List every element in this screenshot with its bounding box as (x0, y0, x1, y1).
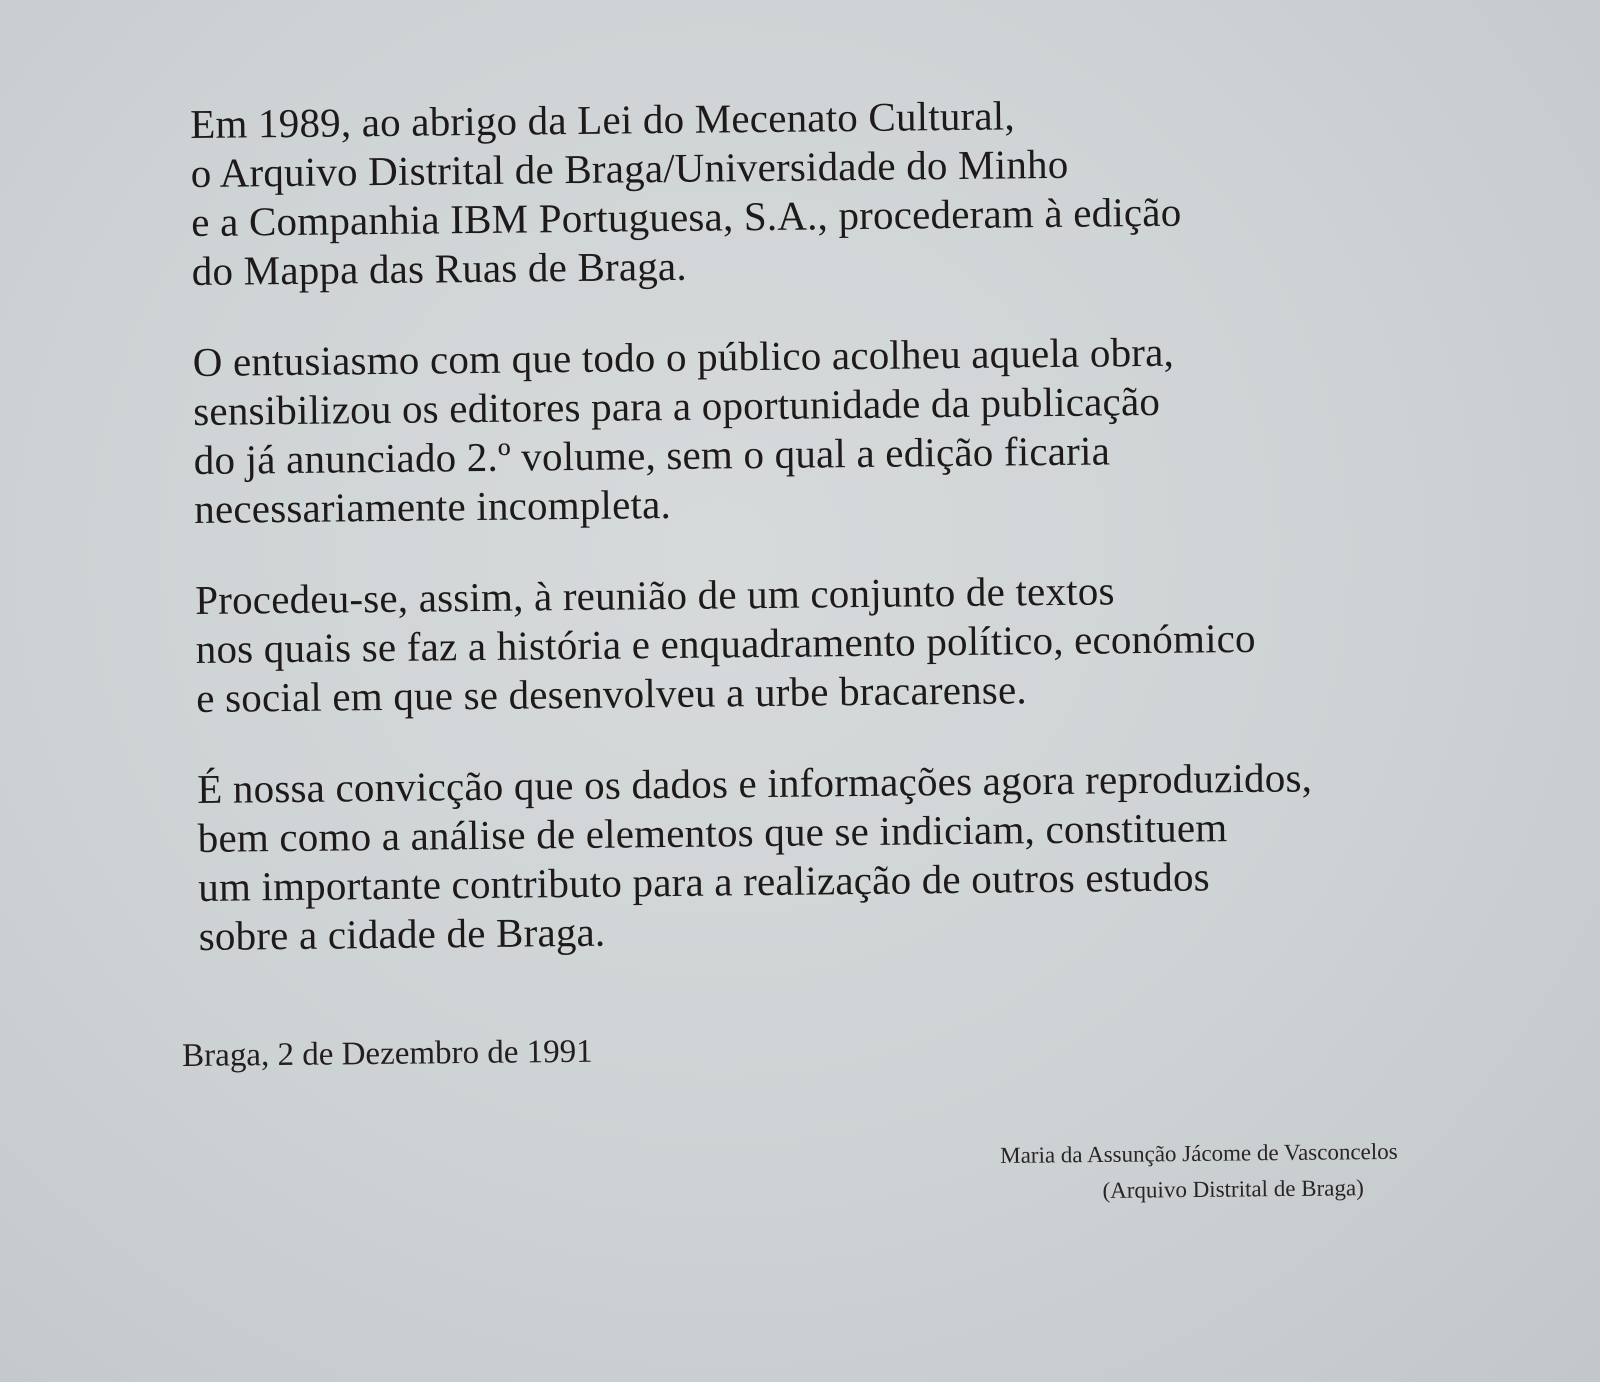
text-line: sensibilizou os editores para a oportunidade da publicação (193, 377, 1161, 434)
text-line: Procedeu-se, assim, à reunião de um conjunto de textos (194, 567, 1115, 623)
signature-affiliation: (Arquivo Distrital de Braga) (1102, 1175, 1364, 1203)
text-line: um importante contributo para a realização de outros estudos (198, 853, 1211, 910)
text-line: o Arquivo Distrital de Braga/Universidade do Minho (190, 140, 1069, 196)
text-line: e social em que se desenvolveu a urbe bracarense. (196, 666, 1028, 721)
text-line: É nossa convicção que os dados e informações agora reproduzidos, (196, 754, 1313, 812)
text-line: O entusiasmo com que todo o público acolheu aquela obra, (192, 328, 1175, 385)
text-line: Em 1989, ao abrigo da Lei do Mecenato Cultural, (190, 92, 1016, 147)
text-line: do já anunciado 2.º volume, sem o qual a edição ficaria (193, 427, 1111, 483)
text-line: e a Companhia IBM Portuguesa, S.A., procederam à edição (191, 188, 1182, 245)
paragraph-2 (192, 324, 1534, 534)
dateline: Braga, 2 de Dezembro de 1991 (182, 1033, 593, 1074)
signature-block (1000, 1133, 1501, 1210)
text-line: do Mappa das Ruas de Braga. (191, 242, 688, 294)
paragraph-4 (197, 751, 1539, 961)
signature-name: Maria da Assunção Jácome de Vasconcelos (1000, 1138, 1398, 1168)
text-line: sobre a cidade de Braga. (198, 908, 606, 959)
paragraph-3 (195, 562, 1536, 723)
paragraph-1 (190, 86, 1532, 296)
text-line: nos quais se faz a história e enquadramento político, económico (195, 614, 1256, 672)
body-text (190, 86, 1539, 1003)
text-line: necessariamente incompleta. (194, 480, 672, 532)
text-line: bem como a análise de elementos que se indiciam, constituem (197, 804, 1228, 861)
